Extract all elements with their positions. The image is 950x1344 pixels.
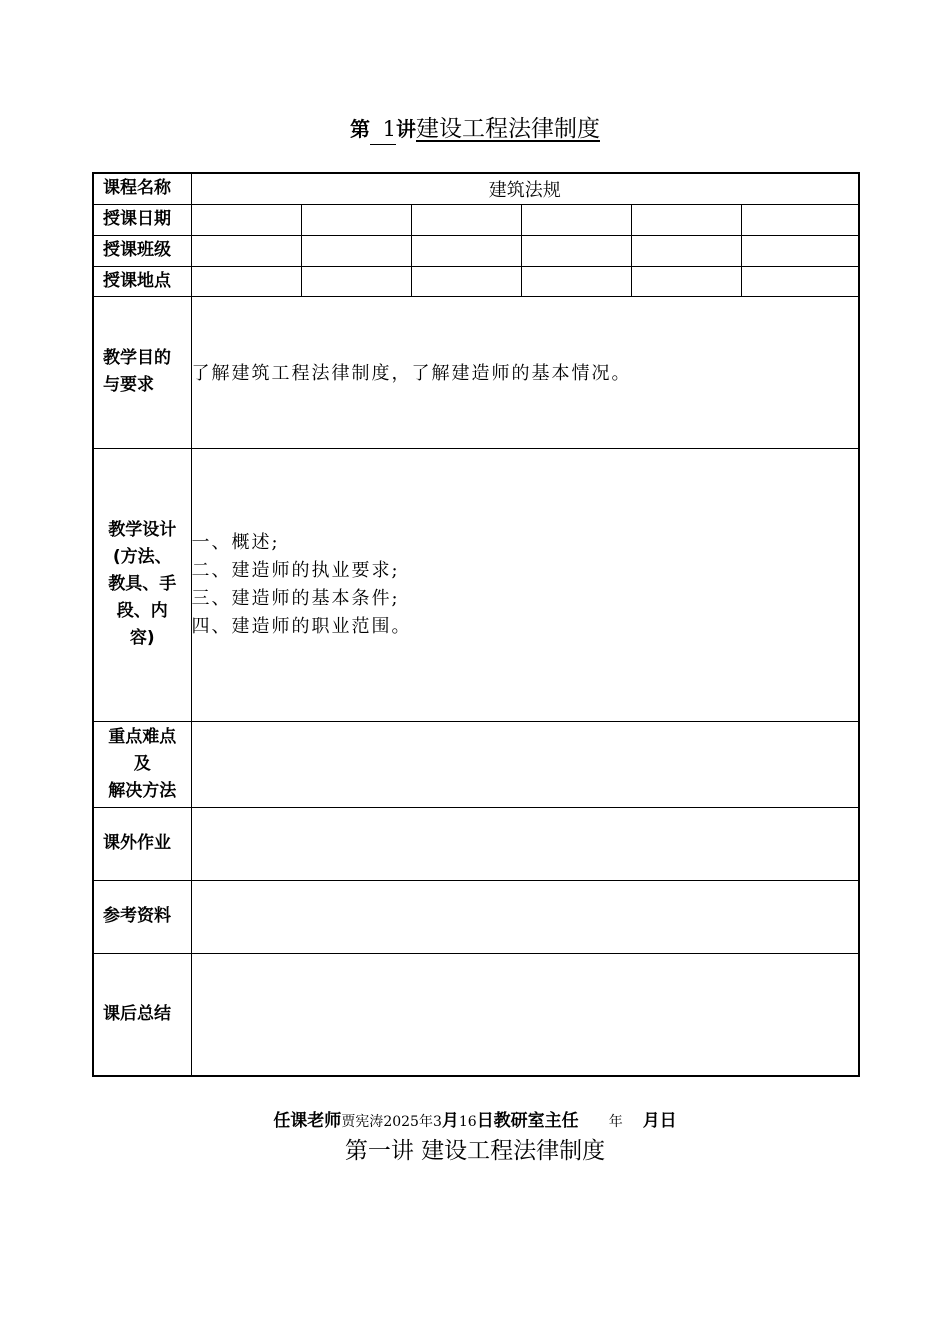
date-cell — [301, 204, 411, 235]
page-heading — [0, 114, 950, 145]
teacher-name: 贾宪涛 — [341, 1114, 384, 1130]
lecture-title: 建设工程法律制度 — [416, 116, 600, 142]
design-item: 一、概述; — [191, 531, 280, 553]
course-name-label: 课程名称 — [93, 173, 191, 204]
location-cell — [301, 266, 411, 296]
summary-label: 课后总结 — [93, 953, 191, 1076]
date-cell — [741, 204, 859, 235]
location-cell — [631, 266, 741, 296]
date-cell — [411, 204, 521, 235]
course-name-value: 建筑法规 — [191, 173, 859, 204]
design-label-line: 容) — [129, 628, 155, 648]
teacher-label: 任课老师 — [273, 1111, 342, 1131]
course-name-row — [93, 173, 859, 204]
key-points-label — [93, 721, 191, 807]
heading-suffix: 讲 — [396, 117, 416, 141]
goal-label-line: 与要求 — [103, 375, 154, 395]
class-cell — [741, 235, 859, 266]
signature-line — [0, 1106, 950, 1131]
date-label: 授课日期 — [93, 204, 191, 235]
location-cell — [191, 266, 301, 296]
class-cell — [411, 235, 521, 266]
design-item: 四、建造师的职业范围。 — [191, 615, 412, 637]
class-cell — [521, 235, 631, 266]
heading-prefix: 第 — [350, 117, 370, 141]
location-cell — [521, 266, 631, 296]
design-label-line: 段、内 — [116, 601, 168, 621]
design-label-line: 教具、手 — [108, 574, 177, 594]
design-label-line: (方法、 — [112, 547, 172, 567]
design-content — [191, 448, 859, 721]
homework-content — [191, 807, 859, 880]
class-label: 授课班级 — [93, 235, 191, 266]
homework-row — [93, 807, 859, 880]
key-points-label-line: 及 — [133, 753, 151, 774]
date-cell — [191, 204, 301, 235]
director-label: 日教研室主任 — [476, 1111, 579, 1131]
location-cell — [741, 266, 859, 296]
subtitle: 第一讲 建设工程法律制度 — [344, 1138, 606, 1164]
design-item: 三、建造师的基本条件; — [191, 587, 400, 609]
class-cell — [301, 235, 411, 266]
class-cell — [191, 235, 301, 266]
lecture-number: 1 — [370, 114, 396, 145]
date-cell — [521, 204, 631, 235]
date-row — [93, 204, 859, 235]
class-row — [93, 235, 859, 266]
key-points-row — [93, 721, 859, 807]
design-label-line: 教学设计 — [108, 520, 177, 540]
design-item: 二、建造师的执业要求; — [191, 559, 400, 581]
month-day-label: 月日 — [642, 1111, 677, 1131]
date-day: 16 — [458, 1114, 477, 1130]
key-points-content — [191, 721, 859, 807]
goal-label — [93, 296, 191, 448]
goal-label-line: 教学目的 — [103, 348, 171, 368]
design-label — [93, 448, 191, 721]
year-label: 年 — [608, 1114, 623, 1130]
date-year-month: 2025年3 — [383, 1114, 442, 1130]
key-points-label-line: 解决方法 — [108, 780, 177, 801]
goal-row — [93, 296, 859, 448]
class-cell — [631, 235, 741, 266]
references-content — [191, 880, 859, 953]
location-row — [93, 266, 859, 296]
homework-label: 课外作业 — [93, 807, 191, 880]
goal-content: 了解建筑工程法律制度，了解建造师的基本情况。 — [191, 296, 859, 448]
key-points-label-line: 重点难点 — [108, 726, 177, 747]
references-label: 参考资料 — [93, 880, 191, 953]
summary-row — [93, 953, 859, 1076]
summary-content — [191, 953, 859, 1076]
lesson-plan-table — [92, 172, 860, 1077]
location-label: 授课地点 — [93, 266, 191, 296]
date-month-char: 月 — [441, 1111, 459, 1131]
references-row — [93, 880, 859, 953]
design-row — [93, 448, 859, 721]
date-cell — [631, 204, 741, 235]
location-cell — [411, 266, 521, 296]
